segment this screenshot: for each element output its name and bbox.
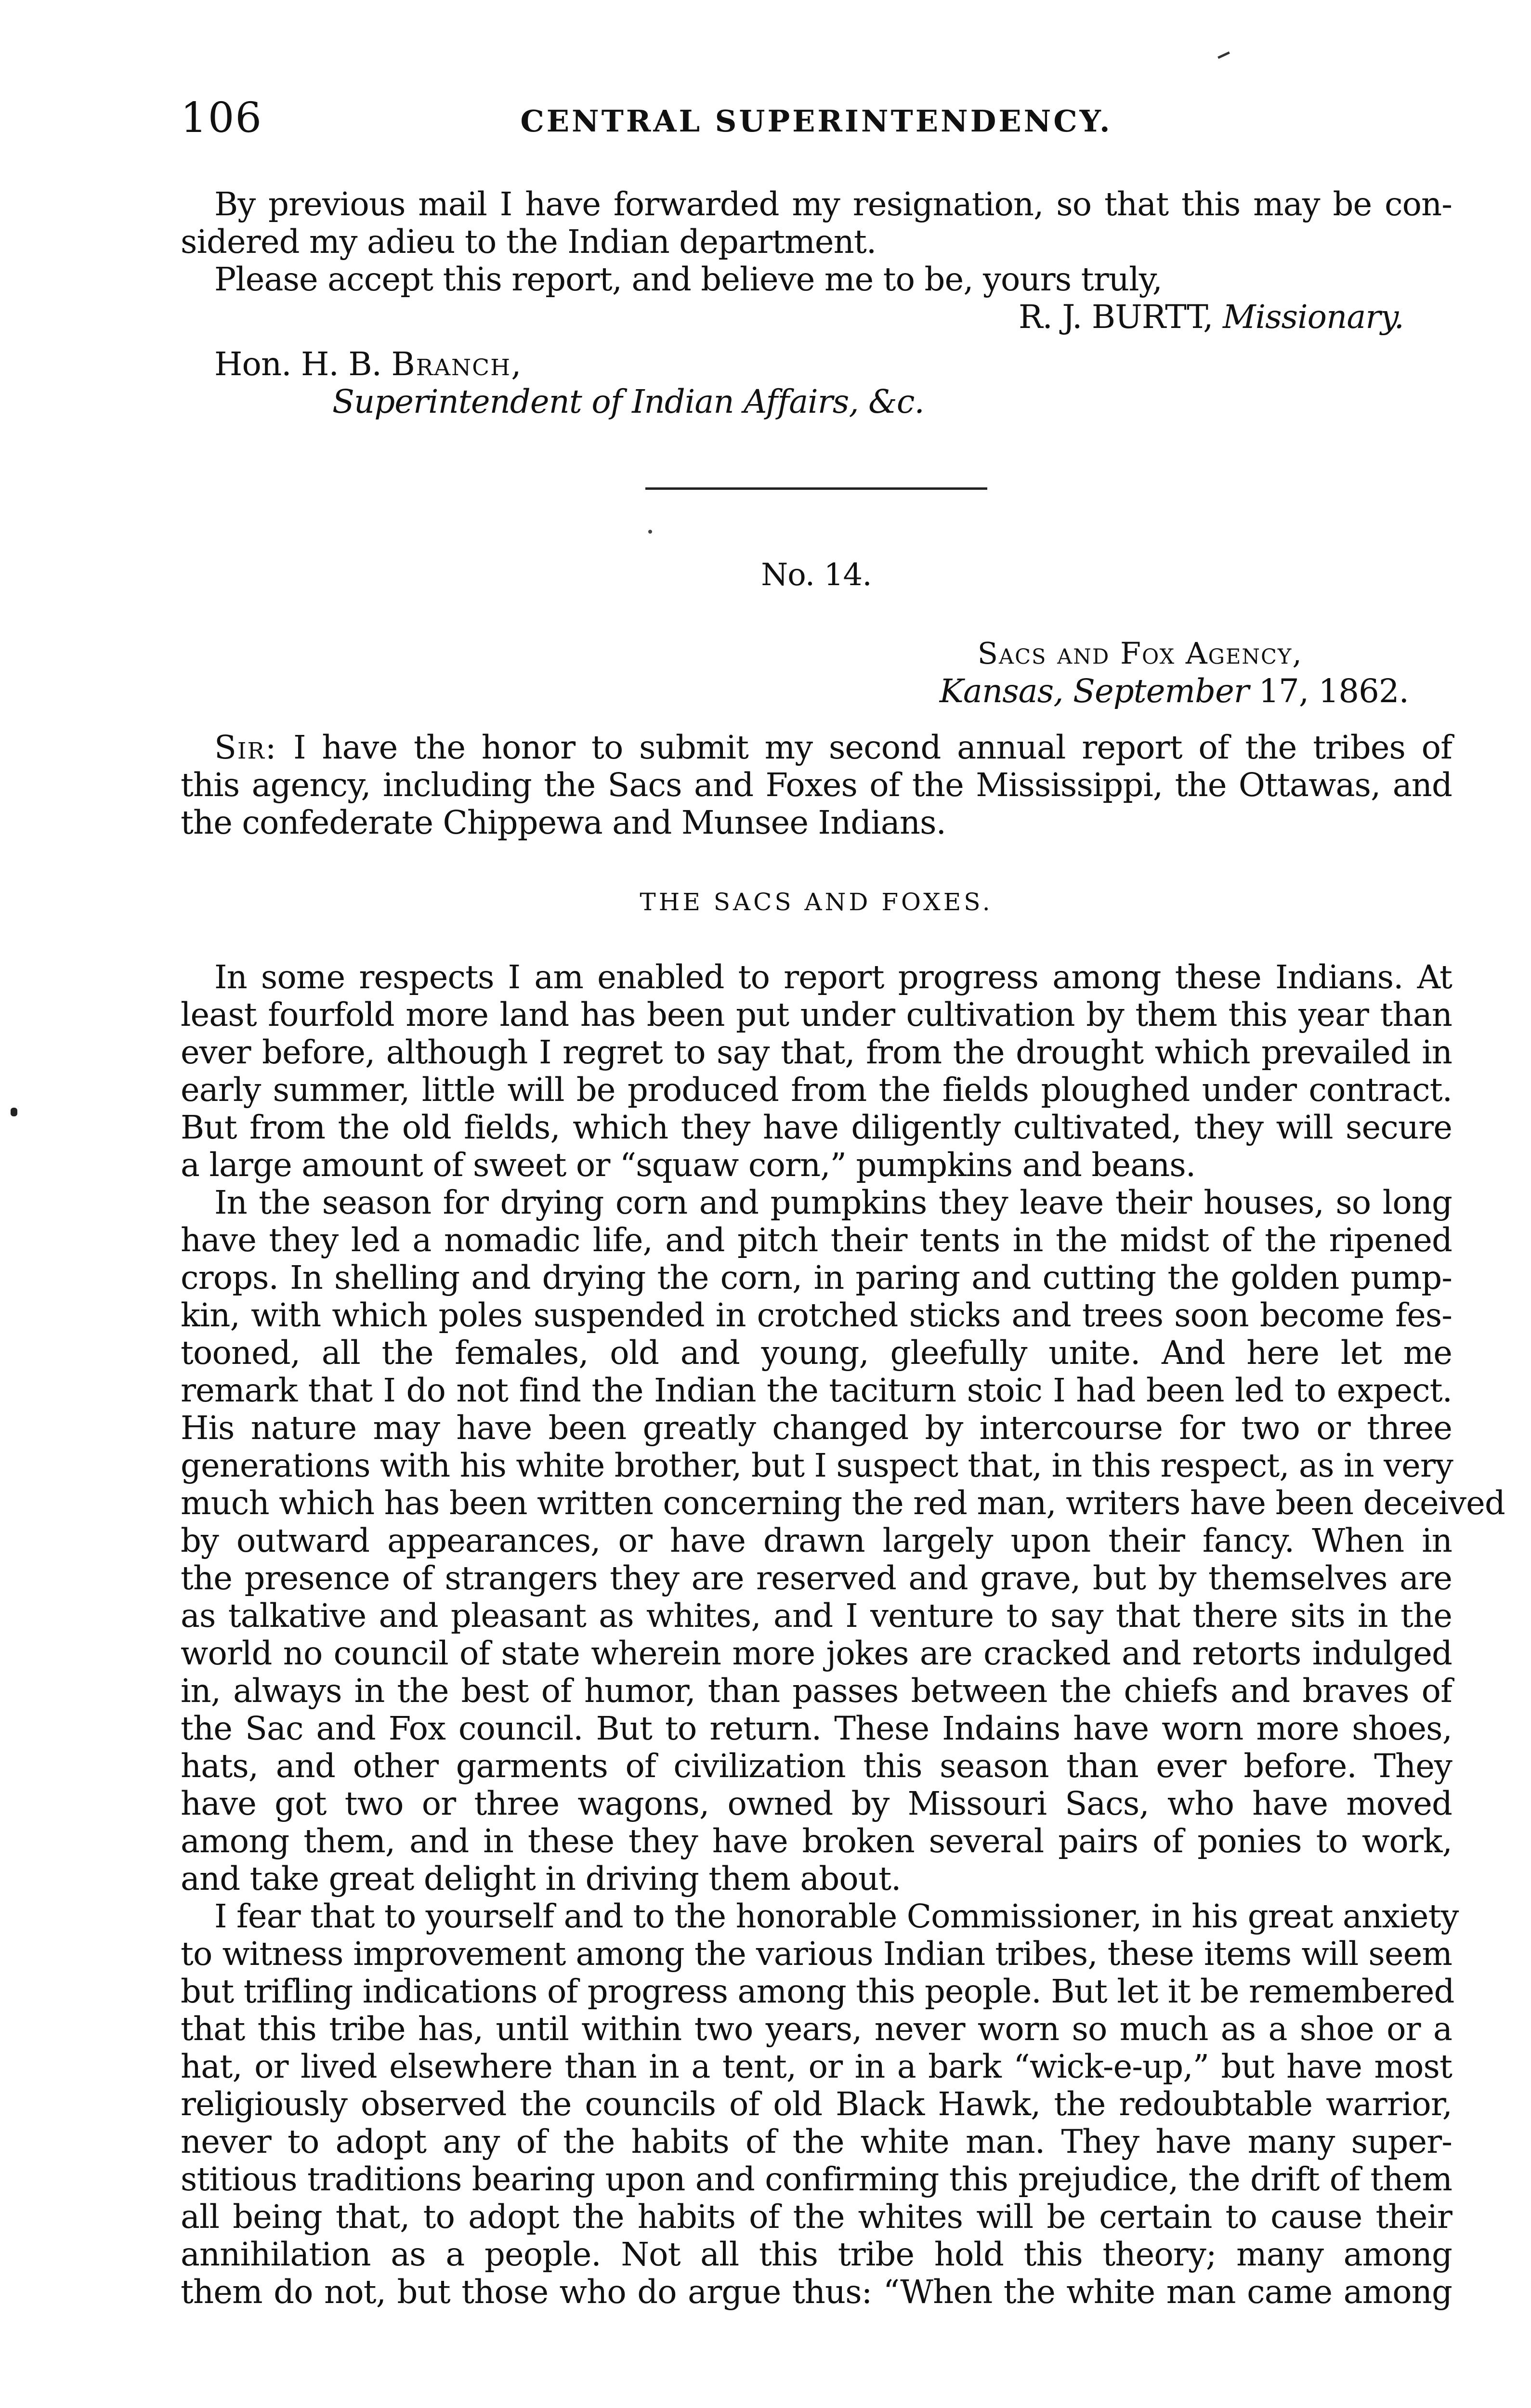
text-line: the Sac and Fox council. But to return. These Indains have worn more shoes, [181, 1710, 1452, 1747]
report-intro [181, 729, 1452, 841]
closing-line: Please accept this report, and believe me to be, yours truly, [214, 261, 1163, 298]
text-line: By previous mail I have forwarded my resignation, so that this may be con- [214, 185, 1452, 223]
page-number: 106 [181, 94, 263, 142]
text-line: to witness improvement among the various Indian tribes, these items will seem [181, 1935, 1452, 1973]
intro-line: this agency, including the Sacs and Foxes of the Mississippi, the Ottawas, and [181, 766, 1452, 804]
text-line: have they led a nomadic life, and pitch their tents in the midst of the ripened [181, 1221, 1452, 1259]
text-line: In the season for drying corn and pumpkins they leave their houses, so long [214, 1184, 1452, 1221]
text-line: stitious traditions bearing upon and confirming this prejudice, the drift of them [181, 2160, 1452, 2198]
text-line: hat, or lived elsewhere than in a tent, or in a bark “wick-e-up,” but have most [181, 2048, 1452, 2085]
text-line: In some respects I am enabled to report progress among these Indians. At [214, 958, 1452, 996]
date-line [181, 672, 1452, 710]
text-line: in, always in the best of humor, than passes between the chiefs and braves of [181, 1672, 1452, 1710]
margin-ink-dot [11, 1108, 17, 1116]
text-line: and take great delight in driving them about. [181, 1860, 901, 1898]
signature-name: R. J. BURTT, [1019, 298, 1213, 336]
salutation: Sir: [214, 729, 277, 766]
report-number: No. 14. [761, 557, 872, 593]
text-line: ever before, although I regret to say that, from the drought which prevailed in [181, 1034, 1452, 1071]
text-line: by outward appearances, or have drawn largely upon their fancy. When in [181, 1522, 1452, 1559]
text-line: crops. In shelling and drying the corn, in paring and cutting the golden pump- [181, 1259, 1452, 1296]
text-line: as talkative and pleasant as whites, and I venture to say that there sits in the [181, 1597, 1452, 1635]
text-line: But from the old fields, which they have diligently cultivated, they will secure [181, 1109, 1452, 1146]
text-line: that this tribe has, until within two years, never worn so much as a shoe or a [181, 2010, 1452, 2048]
report-body [181, 958, 1505, 2311]
date-rest: 17, 1862. [1258, 672, 1409, 710]
text-line: hats, and other garments of civilization this season than ever before. They [181, 1747, 1452, 1785]
paragraph-1 [181, 958, 1452, 1184]
text-line: early summer, little will be produced from the fields ploughed under contract. [181, 1071, 1452, 1109]
date-month: September [1073, 672, 1249, 710]
text-line: the presence of strangers they are reserved and grave, but by themselves are [181, 1559, 1452, 1597]
text-line: annihilation as a people. Not all this tribe hold this theory; many among [181, 2236, 1452, 2273]
text-line: but trifling indications of progress among this people. But let it be remembered [181, 1973, 1454, 2010]
corner-ink-mark [1217, 52, 1230, 59]
section-heading-block [181, 885, 1452, 919]
running-head: CENTRAL SUPERINTENDENCY. [520, 104, 1112, 139]
text-line: least fourfold more land has been put under cultivation by them this year than [181, 996, 1452, 1034]
text-line: much which has been written concerning the red man, writers have been deceived [181, 1484, 1505, 1522]
report-heading [181, 556, 1452, 594]
stray-ink-mark [648, 530, 652, 534]
text-line: all being that, to adopt the habits of the whites will be certain to cause their [181, 2198, 1452, 2236]
intro-line [181, 729, 1452, 766]
date-place: Kansas, [939, 672, 1063, 710]
text-line: have got two or three wagons, owned by Missouri Sacs, who have moved [181, 1785, 1452, 1822]
text-line: sidered my adieu to the Indian department. [181, 223, 877, 261]
letter-close [181, 185, 1452, 420]
page-header [181, 96, 1452, 140]
report-dateline [181, 635, 1452, 710]
text-line: them do not, but those who do argue thus: “When the white man came among [181, 2273, 1452, 2311]
text-line: remark that I do not find the Indian the taciturn stoic I had been led to expect. [181, 1372, 1452, 1409]
addressee-surname: Branch, [391, 345, 523, 383]
section-divider [645, 487, 987, 490]
text-line: generations with his white brother, but I suspect that, in this respect, as in very [181, 1447, 1453, 1484]
text-line: His nature may have been greatly changed by intercourse for two or three [181, 1409, 1452, 1447]
paragraph-3 [181, 1898, 1459, 2311]
text-line: never to adopt any of the habits of the white man. They have many super- [181, 2123, 1452, 2160]
text-line: kin, with which poles suspended in crotched sticks and trees soon become fes- [181, 1296, 1452, 1334]
addressee-name: Hon. H. B. [214, 345, 382, 383]
section-heading: THE SACS AND FOXES. [640, 888, 993, 916]
text-line: world no council of state wherein more jokes are cracked and retorts indulged [181, 1635, 1452, 1672]
text-line: tooned, all the females, old and young, gleefully unite. And here let me [181, 1334, 1452, 1372]
paragraph-2 [181, 1184, 1505, 1898]
agency-name: Sacs and Fox Agency, [977, 636, 1303, 671]
text-line: I fear that to yourself and to the honorable Commissioner, in his great anxiety [214, 1898, 1459, 1935]
text-line: a large amount of sweet or “squaw corn,” pumpkins and beans. [181, 1146, 1196, 1184]
signature [181, 298, 1452, 336]
signature-title: Missionary. [1222, 298, 1404, 336]
intro-line: the confederate Chippewa and Munsee Indians. [181, 804, 946, 841]
addressee-title: Superintendent of Indian Affairs, &c. [332, 383, 924, 420]
text-line: among them, and in these they have broken several pairs of ponies to work, [181, 1822, 1452, 1860]
addressee [181, 345, 1452, 383]
intro-text: I have the honor to submit my second annual report of the tribes of [293, 729, 1452, 766]
text-line: religiously observed the councils of old Black Hawk, the redoubtable warrior, [181, 2085, 1452, 2123]
